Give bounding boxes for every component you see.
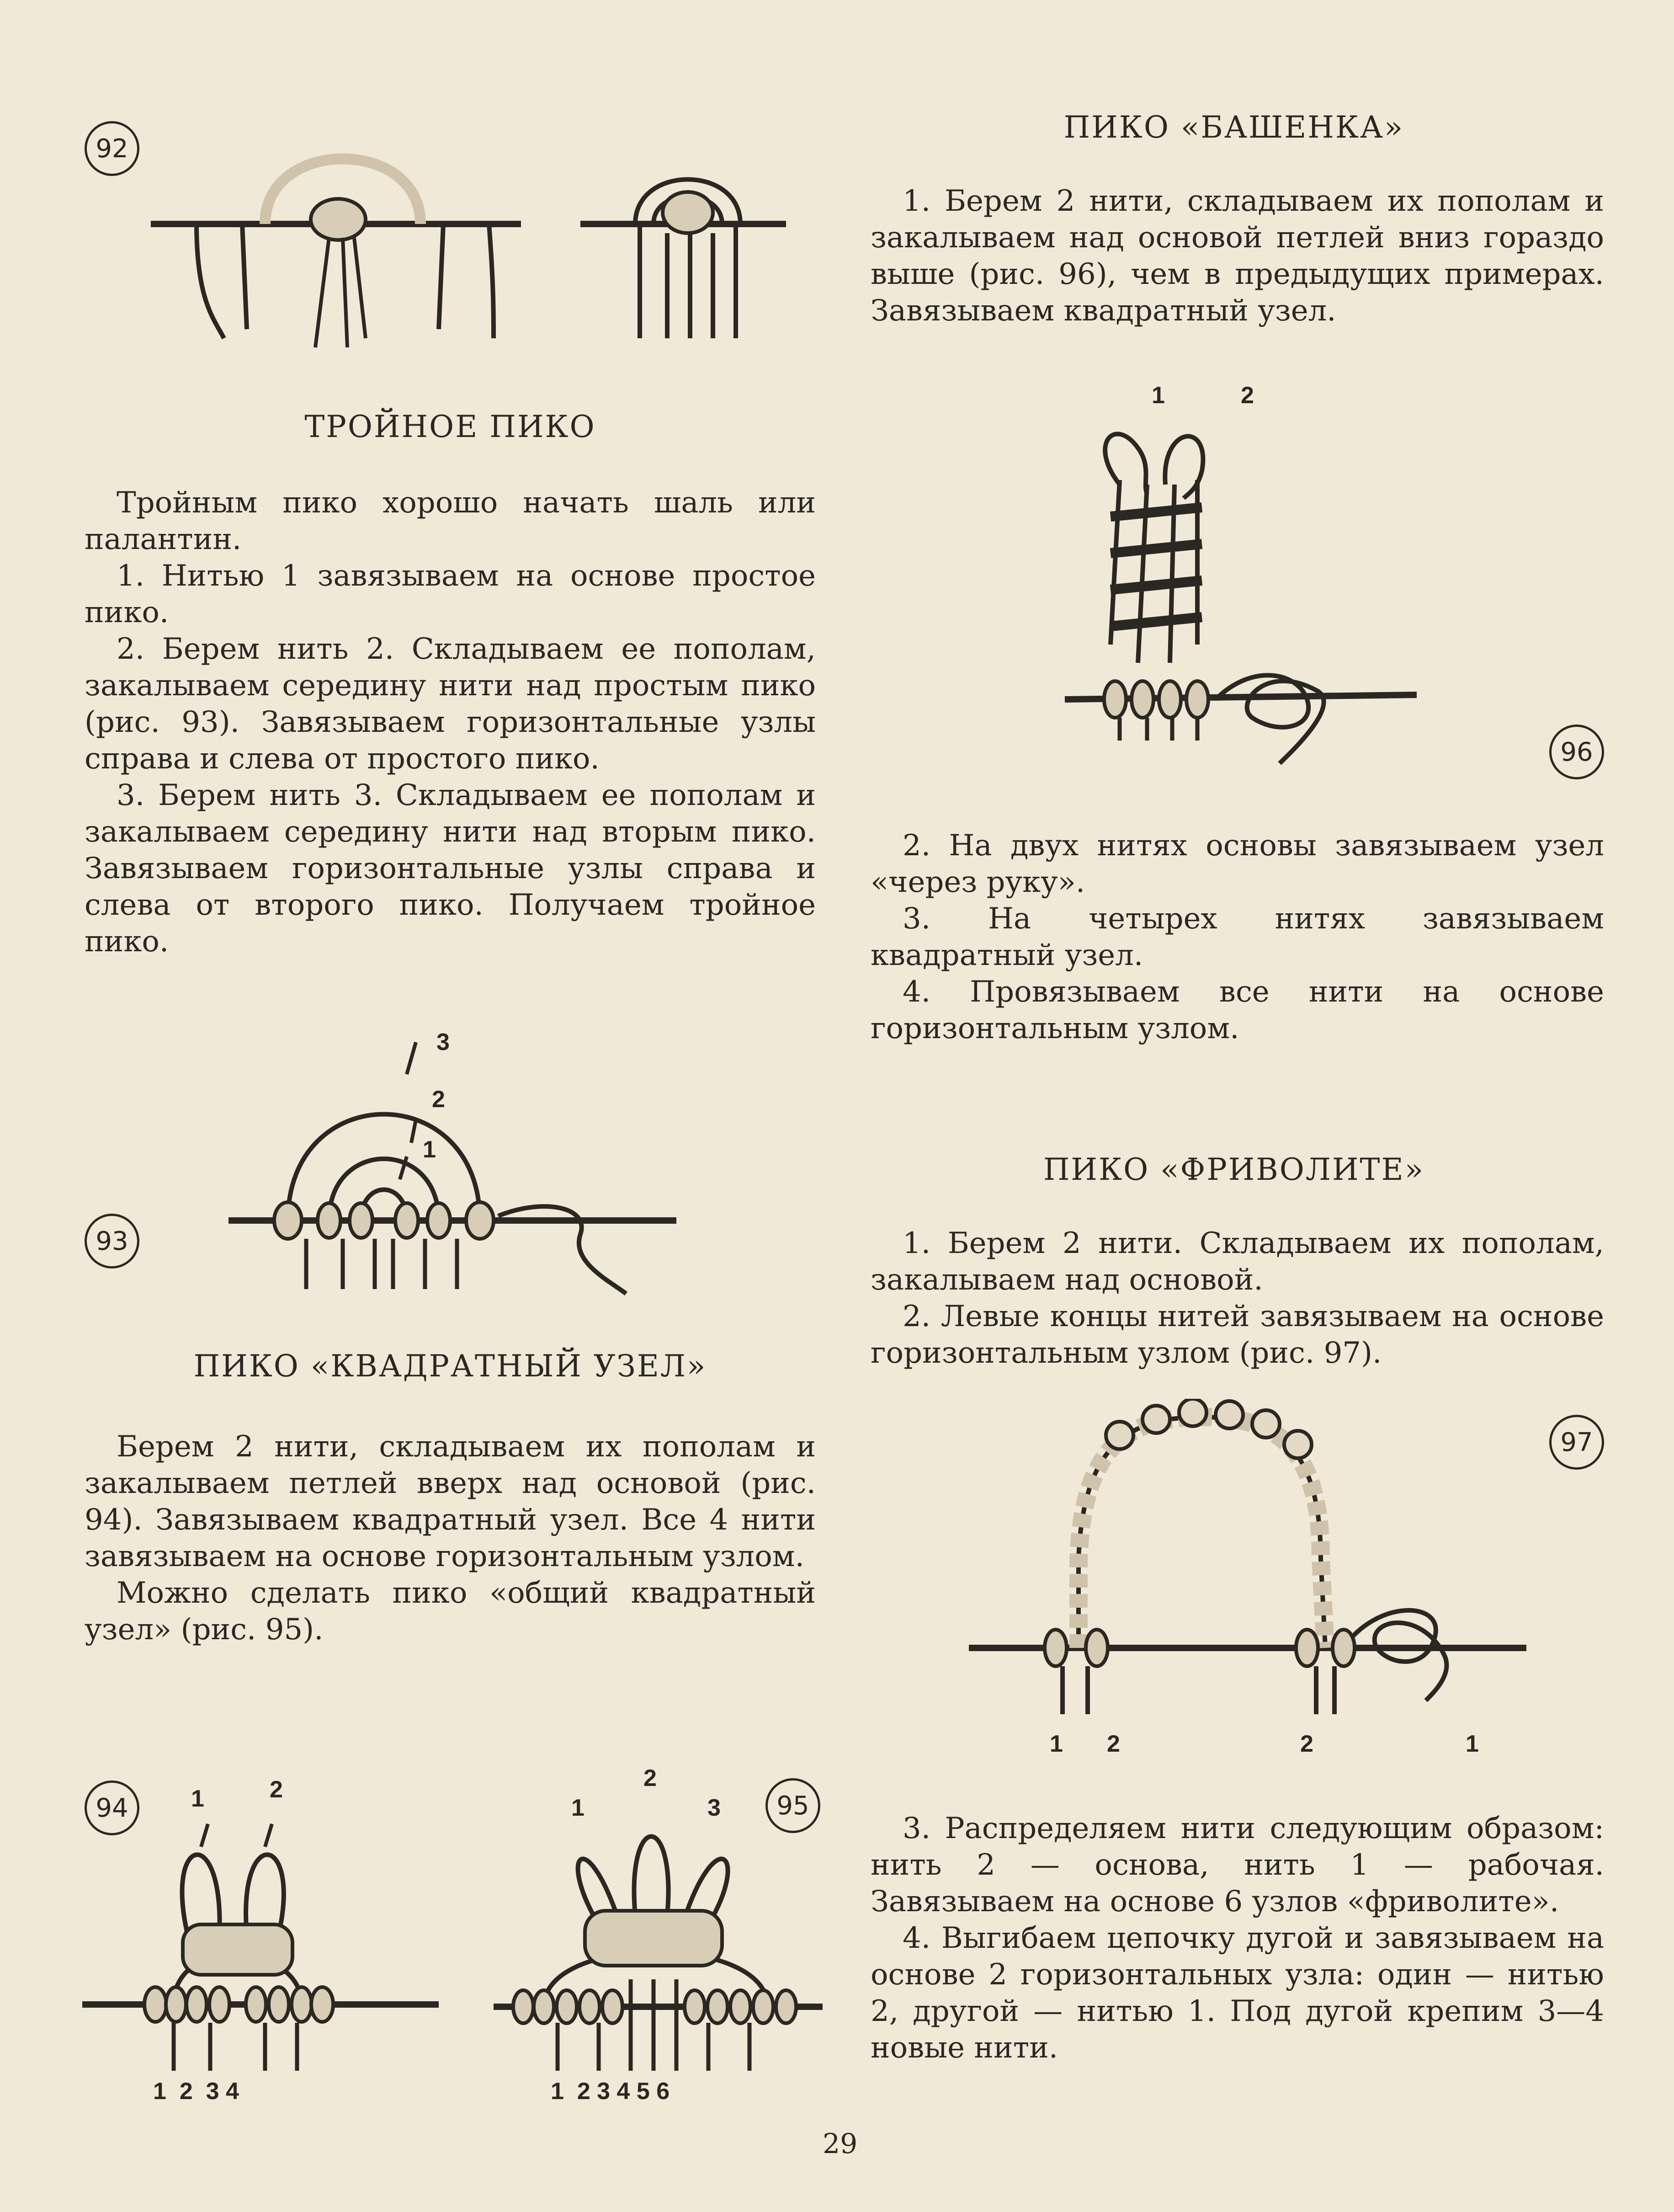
paragraph: 1. Берем 2 нити, складываем их пополам и закалываем над основой петлей вниз гораздо выше (рис. 96), чем в предыдущих примерах. Завязываем квадратный узел. bbox=[871, 184, 1604, 328]
paragraph: 2. Берем нить 2. Складываем ее пополам, закалываем середину нити над простым пико (рис. 93). Завязываем горизонтальные узлы справа и слева от простого пико. bbox=[85, 632, 816, 776]
fig93-label-3: 3 bbox=[436, 1029, 450, 1055]
paragraph: 3. Берем нить 3. Складываем ее пополам и закалываем середину нити над вторым пико. Завязываем горизонтальные узлы справа и слева от второго пико. Получаем тройное пико. bbox=[85, 778, 816, 959]
fig96-label-1: 1 bbox=[1152, 382, 1165, 409]
fig93-label-2: 2 bbox=[432, 1086, 445, 1113]
fig97-label-1-left: 1 bbox=[1050, 1731, 1063, 1757]
figure-96-illustration bbox=[1060, 407, 1426, 782]
fig95-label-3: 3 bbox=[707, 1795, 721, 1821]
fig93-label-1: 1 bbox=[423, 1136, 436, 1163]
figure-95-illustration bbox=[494, 1796, 823, 2080]
figure-number-97: 97 bbox=[1549, 1415, 1604, 1470]
fig94-label-1: 1 bbox=[191, 1786, 204, 1812]
paragraph: 4. Провязываем все нити на основе горизонтальным узлом. bbox=[871, 975, 1604, 1045]
figure-93-illustration bbox=[224, 1024, 681, 1307]
square-knot-picot-text bbox=[85, 1428, 816, 1648]
fig95-label-1: 1 bbox=[571, 1795, 585, 1821]
figure-number-95: 95 bbox=[765, 1778, 820, 1833]
tower-picot-text-2 bbox=[871, 827, 1604, 1047]
frivolite-picot-text-2 bbox=[871, 1810, 1604, 2066]
paragraph: 3. Распределяем нити следующим образом: нить 2 — основа, нить 1 — рабочая. Завязываем на основе 6 узлов «фриволите». bbox=[871, 1812, 1604, 1919]
fig94-bottom-numbers: 1 2 3 4 bbox=[153, 2078, 239, 2105]
figure-92-illustration bbox=[146, 110, 795, 357]
paragraph: 1. Нитью 1 завязываем на основе простое пико. bbox=[85, 559, 816, 629]
figure-97-illustration bbox=[964, 1399, 1531, 1728]
frivolite-picot-text-1 bbox=[871, 1225, 1604, 1371]
page-number: 29 bbox=[823, 2128, 858, 2160]
paragraph: Берем 2 нити, складываем их пополам и закалываем петлей вверх над основой (рис. 94). Завязываем квадратный узел. Все 4 нити завязываем на основе горизонтальным узлом. bbox=[85, 1430, 816, 1573]
paragraph: 1. Берем 2 нити. Складываем их пополам, закалываем над основой. bbox=[871, 1226, 1604, 1297]
figure-number-92: 92 bbox=[85, 121, 139, 176]
paragraph: 3. На четырех нитях завязываем квадратный узел. bbox=[871, 902, 1604, 972]
paragraph: 4. Выгибаем цепочку дугой и завязываем на основе 2 горизонтальных узла: один — нитью 2, другой — нитью 1. Под дугой крепим 3—4 новые нити. bbox=[871, 1921, 1604, 2065]
fig97-label-2-left: 2 bbox=[1107, 1731, 1120, 1757]
paragraph: 2. Левые концы нитей завязываем на основе горизонтальным узлом (рис. 97). bbox=[871, 1300, 1604, 1370]
section-title-frivolite-picot: ПИКО «ФРИВОЛИТЕ» bbox=[1043, 1152, 1425, 1187]
fig97-label-2-right: 2 bbox=[1300, 1731, 1313, 1757]
figure-94-illustration bbox=[82, 1796, 439, 2080]
figure-number-93: 93 bbox=[85, 1214, 139, 1269]
fig94-label-2: 2 bbox=[270, 1776, 283, 1803]
figure-number-94: 94 bbox=[85, 1780, 139, 1835]
fig95-label-2: 2 bbox=[643, 1765, 657, 1791]
section-title-triple-picot: ТРОЙНОЕ ПИКО bbox=[304, 409, 596, 444]
section-title-tower-picot: ПИКО «БАШЕНКА» bbox=[1063, 110, 1404, 145]
triple-picot-text bbox=[85, 485, 816, 960]
fig95-bottom-numbers: 1 2 3 4 5 6 bbox=[551, 2078, 670, 2105]
tower-picot-text-1 bbox=[871, 183, 1604, 329]
fig97-label-1-right: 1 bbox=[1466, 1731, 1479, 1757]
figure-number-96: 96 bbox=[1549, 725, 1604, 779]
fig96-label-2: 2 bbox=[1241, 382, 1254, 409]
paragraph: Тройным пико хорошо начать шаль или палантин. bbox=[85, 486, 816, 556]
paragraph: 2. На двух нитях основы завязываем узел «через руку». bbox=[871, 829, 1604, 899]
paragraph: Можно сделать пико «общий квадратный узел» (рис. 95). bbox=[85, 1576, 816, 1647]
section-title-square-knot-picot: ПИКО «КВАДРАТНЫЙ УЗЕЛ» bbox=[193, 1349, 707, 1384]
